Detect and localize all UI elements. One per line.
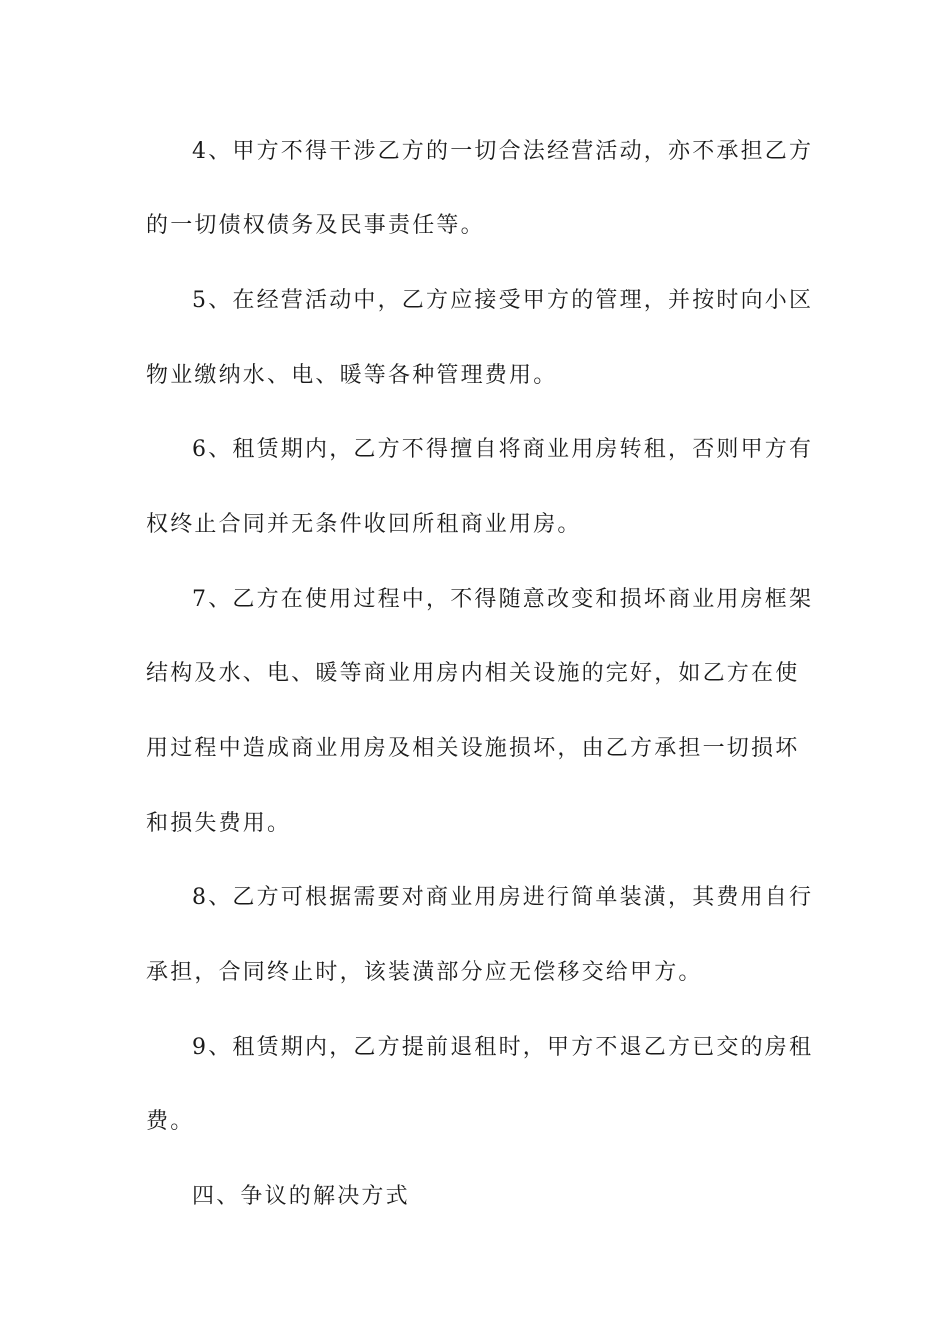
clause-8-line-1: 8、乙方可根据需要对商业用房进行简单装潢，其费用自行 <box>192 885 814 910</box>
clause-9-line-2: 费。 <box>146 1109 195 1134</box>
clause-4-line-2: 的一切债权债务及民事责任等。 <box>146 213 485 238</box>
clause-8-line-2: 承担，合同终止时，该装潢部分应无偿移交给甲方。 <box>146 960 703 985</box>
clause-6-line-1: 6、租赁期内，乙方不得擅自将商业用房转租，否则甲方有 <box>192 437 814 462</box>
clause-6-line-2: 权终止合同并无条件收回所租商业用房。 <box>146 512 582 537</box>
clause-7-line-1: 7、乙方在使用过程中，不得随意改变和损坏商业用房框架 <box>192 587 814 612</box>
clause-7-line-3: 用过程中造成商业用房及相关设施损坏，由乙方承担一切损坏 <box>146 736 800 761</box>
clause-7-line-4: 和损失费用。 <box>146 811 292 836</box>
clause-7-line-2: 结构及水、电、暖等商业用房内相关设施的完好，如乙方在使 <box>146 661 800 686</box>
clause-5-line-1: 5、在经营活动中，乙方应接受甲方的管理，并按时向小区 <box>192 288 814 313</box>
clause-4-line-1: 4、甲方不得干涉乙方的一切合法经营活动，亦不承担乙方 <box>192 139 814 164</box>
clause-9-line-1: 9、租赁期内，乙方提前退租时，甲方不退乙方已交的房租 <box>192 1035 814 1060</box>
clause-5-line-2: 物业缴纳水、电、暖等各种管理费用。 <box>146 363 558 388</box>
section-heading: 四、争议的解决方式 <box>192 1184 410 1209</box>
